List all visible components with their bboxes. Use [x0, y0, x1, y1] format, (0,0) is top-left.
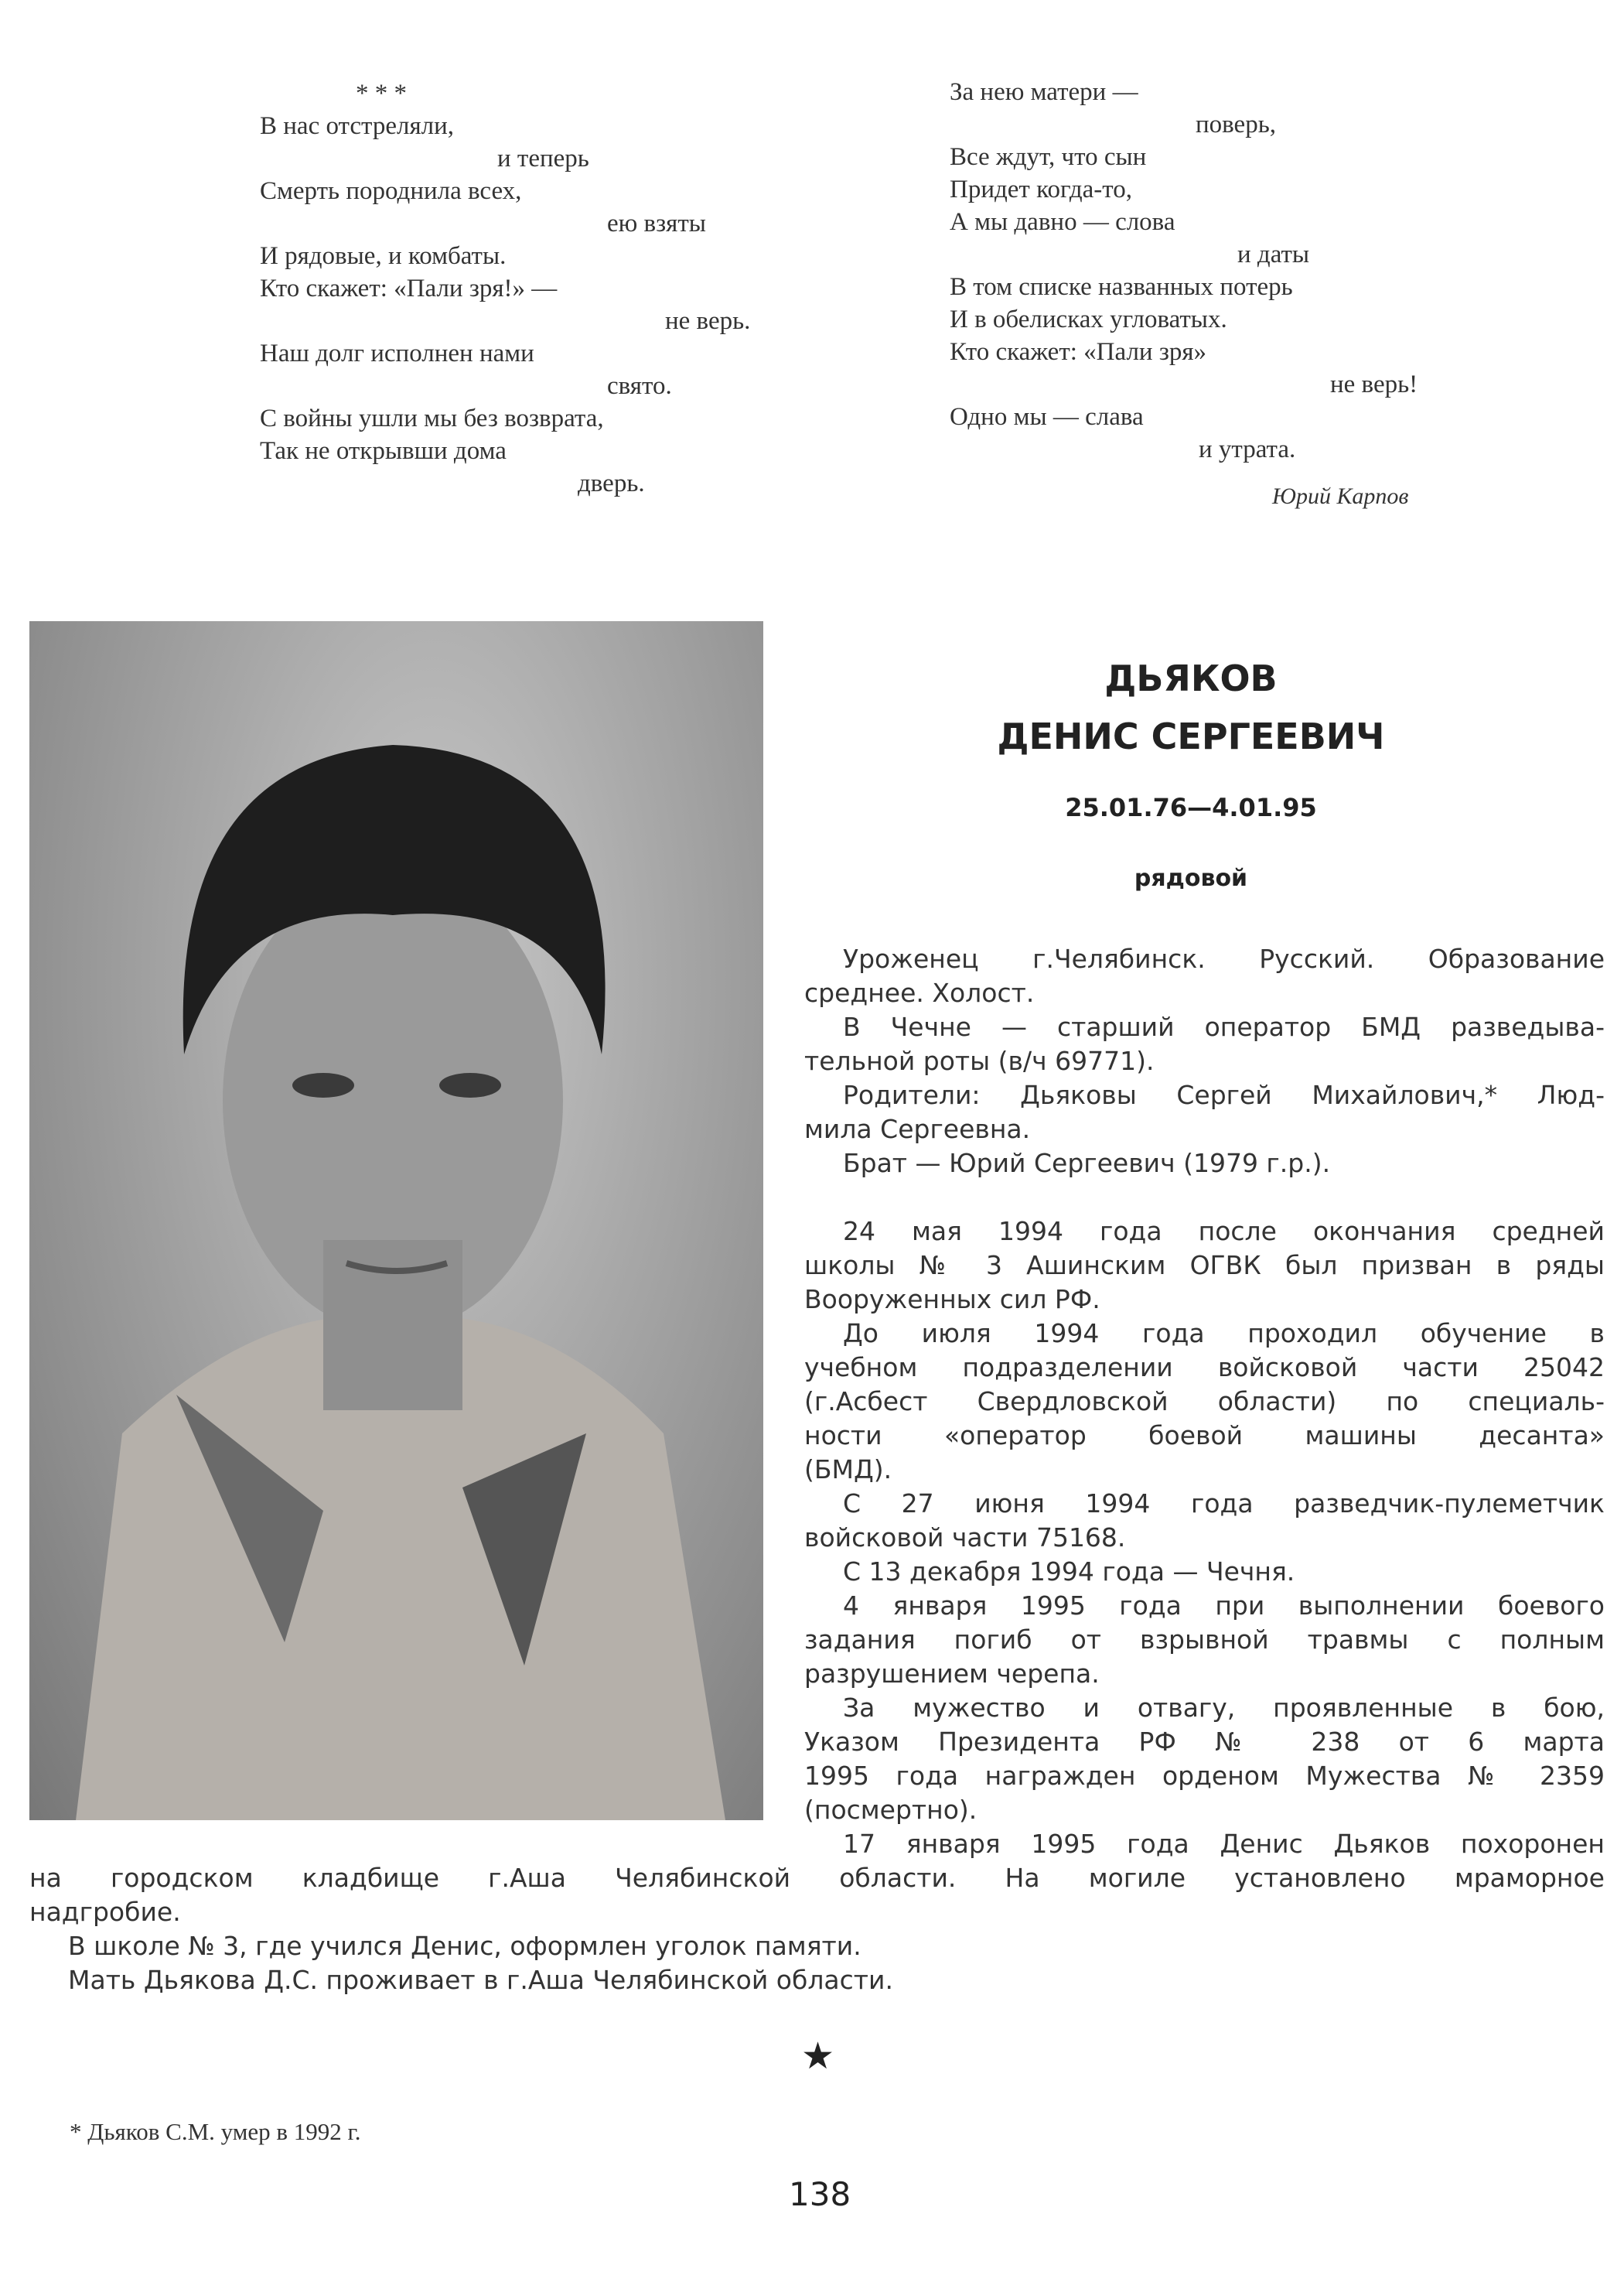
poem-line: Кто скажет: «Пали зря»: [950, 338, 1207, 366]
poem-line: и теперь: [497, 145, 589, 173]
biography-full-width: [29, 1861, 1605, 1997]
text-line: Вооруженных сил РФ.: [804, 1284, 1100, 1314]
poem-line: За нею матери —: [950, 78, 1138, 106]
text-line: мила Сергеевна.: [804, 1114, 1031, 1144]
text-line: В Чечне — старший оператор БМД разведыва-: [843, 1012, 1605, 1042]
person-surname: ДЬЯКОВ: [1104, 658, 1278, 699]
text-line: среднее. Холост.: [804, 978, 1035, 1008]
poem-line: и даты: [1237, 241, 1310, 268]
text-line: тельной роты (в/ч 69771).: [804, 1046, 1155, 1076]
text-line: До июля 1994 года проходил обучение в: [843, 1318, 1605, 1348]
life-dates: 25.01.76—4.01.95: [1065, 793, 1317, 822]
text-line: войсковой части 75168.: [804, 1522, 1126, 1553]
poem-line: Одно мы — слава: [950, 403, 1144, 431]
text-line: 24 мая 1994 года после окончания средней: [843, 1216, 1605, 1246]
poem-line: Кто скажет: «Пали зря!» —: [260, 275, 558, 302]
military-rank: рядовой: [1134, 865, 1248, 892]
poem-line: А мы давно — слова: [950, 208, 1175, 236]
text-line: В школе № 3, где учился Денис, оформлен уголок памяти.: [68, 1931, 861, 1961]
text-line: [804, 1180, 1605, 1214]
text-line: 4 января 1995 года при выполнении боевого: [843, 1590, 1605, 1621]
person-name: ДЕНИС СЕРГЕЕВИЧ: [997, 716, 1385, 757]
poem-author: Юрий Карпов: [1272, 483, 1409, 509]
text-line: Уроженец г.Челябинск. Русский. Образование: [843, 944, 1605, 974]
text-line: 1995 года награжден орденом Мужества № 2359: [804, 1761, 1605, 1791]
portrait-illustration: [29, 621, 763, 1820]
footnote: * Дьяков С.М. умер в 1992 г.: [70, 2118, 361, 2145]
text-line: школы № 3 Ашинским ОГВК был призван в ряды: [804, 1250, 1605, 1280]
poem-line: Все ждут, что сын: [950, 143, 1147, 171]
text-line: За мужество и отвагу, проявленные в бою,: [843, 1693, 1605, 1723]
text-line: на городском кладбище г.Аша Челябинской области. На могиле установлено мраморное: [29, 1863, 1605, 1893]
text-line: 17 января 1995 года Денис Дьяков похоронен: [843, 1829, 1605, 1859]
text-line: Брат — Юрий Сергеевич (1979 г.р.).: [843, 1148, 1331, 1178]
biography-column: [804, 942, 1605, 1861]
text-line: С 27 июня 1994 года разведчик-пулеметчик: [843, 1488, 1605, 1518]
poem-line: не верь.: [665, 307, 751, 335]
poem-line: * * *: [356, 80, 407, 108]
poem-line: дверь.: [578, 470, 645, 497]
poem-line: В нас отстреляли,: [260, 112, 454, 140]
text-line: задания погиб от взрывной травмы с полным: [804, 1624, 1605, 1655]
poem-line: и утрата.: [1199, 436, 1296, 463]
text-line: (БМД).: [804, 1454, 892, 1484]
poem-line: И рядовые, и комбаты.: [260, 242, 507, 270]
poem-line: С войны ушли мы без возврата,: [260, 405, 604, 432]
poem-line: не верь!: [1330, 371, 1418, 398]
text-line: Родители: Дьяковы Сергей Михайлович,* Люд-: [843, 1080, 1605, 1110]
text-line: Мать Дьякова Д.С. проживает в г.Аша Челябинской области.: [68, 1965, 893, 1995]
text-line: разрушением черепа.: [804, 1659, 1100, 1689]
text-line: С 13 декабря 1994 года — Чечня.: [843, 1556, 1295, 1587]
text-line: учебном подразделении войсковой части 25042: [804, 1352, 1605, 1382]
text-line: Указом Президента РФ № 238 от 6 марта: [804, 1727, 1605, 1757]
poem-line: ею взяты: [607, 210, 706, 237]
star-icon: ★: [801, 2034, 835, 2078]
text-line: ности «оператор боевой машины десанта»: [804, 1420, 1605, 1450]
page-number: 138: [789, 2175, 851, 2213]
text-line: (посмертно).: [804, 1795, 977, 1825]
poem-line: Смерть породнила всех,: [260, 177, 522, 205]
text-line: (г.Асбест Свердловской области) по специаль-: [804, 1386, 1605, 1416]
poem-line: В том списке названных потерь: [950, 273, 1293, 301]
portrait-photo: [29, 621, 763, 1820]
poem-line: Придет когда-то,: [950, 176, 1133, 203]
poem-line: поверь,: [1196, 111, 1276, 138]
poem-line: Наш долг исполнен нами: [260, 340, 534, 367]
text-line: надгробие.: [29, 1897, 181, 1927]
poem-line: свято.: [607, 372, 672, 400]
poem-line: Так не открывши дома: [260, 437, 507, 465]
poem-line: И в обелисках угловатых.: [950, 306, 1227, 333]
